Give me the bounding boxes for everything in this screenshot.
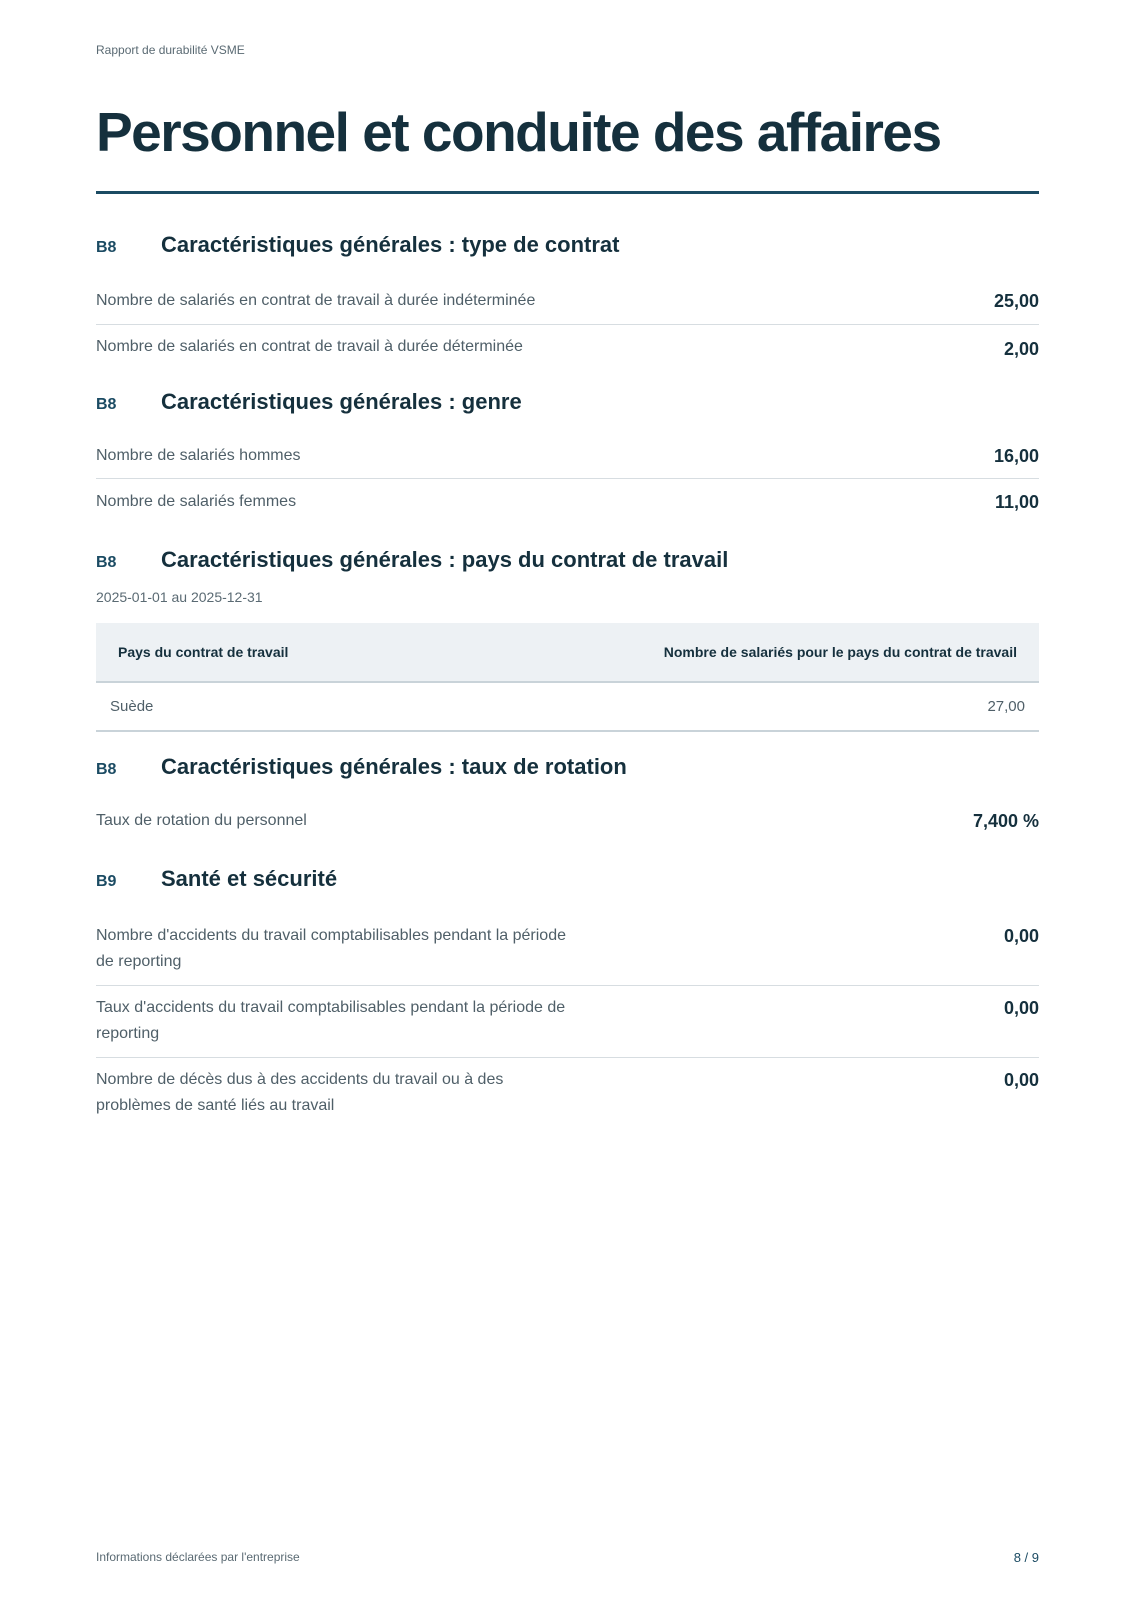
report-page bbox=[96, 0, 1039, 1600]
metric-value: 16,00 bbox=[993, 446, 1039, 466]
section-code: B9 bbox=[96, 873, 117, 890]
running-header: Rapport de durabilité VSME bbox=[96, 43, 245, 57]
metric-label: Taux d'accidents du travail comptabilisables pendant la période de reporting bbox=[96, 999, 566, 1042]
column-header: Pays du contrat de travail bbox=[96, 623, 427, 682]
table-header-row bbox=[96, 623, 1039, 682]
metric-value: 7,400 % bbox=[972, 811, 1039, 831]
metric-value: 0,00 bbox=[1003, 1070, 1039, 1090]
metric-value: 11,00 bbox=[994, 492, 1039, 512]
metric-row bbox=[96, 443, 1039, 479]
page-number: 8 / 9 bbox=[1013, 1550, 1039, 1565]
column-header: Nombre de salariés pour le pays du contrat de travail bbox=[427, 623, 1039, 682]
section-code: B8 bbox=[96, 239, 117, 256]
metric-value: 25,00 bbox=[993, 291, 1039, 311]
section-header bbox=[96, 866, 1039, 896]
section-title: Santé et sécurité bbox=[161, 866, 338, 891]
table-cell: 27,00 bbox=[427, 682, 1039, 731]
section-code: B8 bbox=[96, 761, 117, 778]
section-title: Caractéristiques générales : type de contrat bbox=[161, 232, 620, 257]
metric-row bbox=[96, 923, 1039, 986]
section-code: B8 bbox=[96, 396, 117, 413]
section-title: Caractéristiques générales : genre bbox=[161, 389, 522, 414]
metric-label: Nombre de salariés en contrat de travail à durée indéterminée bbox=[96, 292, 536, 309]
section-header bbox=[96, 232, 1039, 262]
report-content bbox=[96, 232, 1039, 1119]
section-title: Caractéristiques générales : pays du contrat de travail bbox=[161, 547, 729, 572]
metric-label: Taux de rotation du personnel bbox=[96, 812, 307, 829]
page-title: Personnel et conduite des affaires bbox=[96, 101, 941, 163]
metric-row bbox=[96, 479, 1039, 515]
metric-value: 0,00 bbox=[1003, 998, 1039, 1018]
reporting-period: 2025-01-01 au 2025-12-31 bbox=[96, 589, 263, 605]
metric-row bbox=[96, 325, 1039, 362]
footer-note: Informations déclarées par l'entreprise bbox=[96, 1550, 300, 1564]
metric-label: Nombre de salariés en contrat de travail à durée déterminée bbox=[96, 338, 523, 355]
section-code: B8 bbox=[96, 554, 117, 571]
table-row bbox=[96, 682, 1039, 731]
section-title: Caractéristiques générales : taux de rotation bbox=[161, 754, 627, 779]
title-divider bbox=[96, 191, 1039, 194]
metric-row bbox=[96, 1058, 1039, 1119]
table-cell: Suède bbox=[96, 682, 427, 731]
section-header bbox=[96, 754, 1039, 784]
section-header bbox=[96, 389, 1039, 419]
metric-row bbox=[96, 986, 1039, 1058]
section-header bbox=[96, 547, 1039, 577]
metric-label: Nombre d'accidents du travail comptabilisables pendant la période de reporting bbox=[96, 927, 566, 970]
metric-label: Nombre de décès dus à des accidents du travail ou à des problèmes de santé liés au travail bbox=[96, 1071, 504, 1114]
country-table bbox=[96, 623, 1039, 732]
metric-value: 2,00 bbox=[1003, 339, 1039, 359]
metric-value: 0,00 bbox=[1003, 926, 1039, 946]
metric-row bbox=[96, 288, 1039, 325]
metric-label: Nombre de salariés hommes bbox=[96, 447, 301, 464]
metric-label: Nombre de salariés femmes bbox=[96, 493, 297, 510]
metric-row bbox=[96, 808, 1039, 834]
